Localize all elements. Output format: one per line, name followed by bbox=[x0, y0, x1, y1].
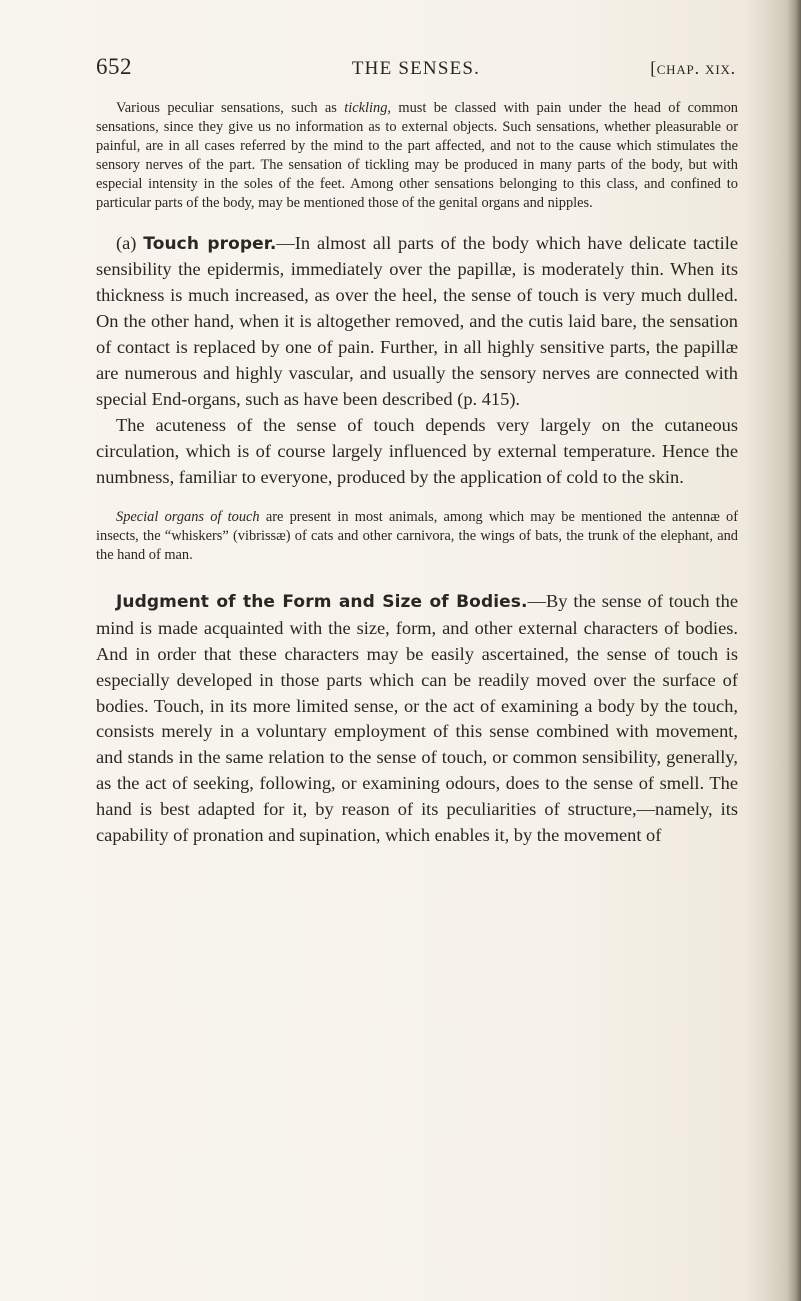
paragraph-touch-proper bbox=[96, 231, 738, 413]
running-header bbox=[96, 54, 736, 84]
running-title: THE SENSES. bbox=[351, 58, 481, 79]
paragraph-tickling bbox=[96, 99, 738, 214]
paragraph-special-organs bbox=[96, 508, 738, 565]
paragraph-judgment bbox=[96, 589, 738, 849]
paragraph-text: —By the sense of touch the mind is made acquainted with the size, form, and other external characters of bodies. And in order that these characters may be easily ascertained, the sense of touch is especially developed in those parts which can be readily moved over the surface of bodies. Touch, in its more limited sense, or the act of examining a body by the touch, consists merely in a voluntary employment of this sense combined with movement, and stands in the same relation to the sense of touch, or common sensibility, generally, as the act of seeking, following, or examining odours, does to the sense of smell. The hand is best adapted for it, by reason of its peculiarities of structure,—namely, its capability of pronation and supination, which enables it, by the movement of bbox=[96, 590, 738, 846]
paragraph-acuteness bbox=[96, 413, 738, 491]
paragraph-text: are present in most animals, among which may be mentioned the antennæ of insects, the “whiskers” (vibrissæ) of cats and other carnivora, the wings of bats, the trunk of the elephant, and the hand of man. bbox=[96, 508, 738, 563]
chapter-label: chap. xix. bbox=[656, 58, 736, 78]
italic-term: tickling, bbox=[344, 100, 392, 116]
italic-term: Special organs of touch bbox=[116, 508, 260, 525]
section-heading: Touch proper. bbox=[143, 233, 277, 254]
paragraph-text: Various peculiar sensations, such as bbox=[116, 100, 345, 116]
page-binding-shadow bbox=[787, 0, 801, 1301]
page-number: 652 bbox=[96, 54, 132, 79]
paragraph-text: —In almost all parts of the body which have delicate tactile sensibility the epidermis, immediately over the papillæ, is moderately thin. When its thickness is much increased, as over the heel, the sense of touch is very much dulled. On the other hand, when it is altogether removed, and the cutis laid bare, the sensation of contact is replaced by one of pain. Further, in all highly sensitive parts, the papillæ are numerous and highly vascular, and usually the sensory nerves are connected with special End-organs, such as have been described (p. 415). bbox=[96, 232, 739, 409]
chapter-reference bbox=[650, 58, 736, 79]
paragraph-text: The acuteness of the sense of touch depends very largely on the cutaneous circulation, which is of course largely influenced by external temperature. Hence the numbness, familiar to everyone, produced by the application of cold to the skin. bbox=[96, 414, 738, 487]
section-heading: Judgment of the Form and Size of Bodies. bbox=[116, 591, 528, 612]
paragraph-text: must be classed with pain under the head of common sensations, since they give us no information as to external objects. Such sensations, whether pleasurable or painful, are in all cases referred by the mind to the part affected, and not to the cause which stimulates the sensory nerves of the part. The sensation of tickling may be produced in many parts of the body, but with especial intensity in the soles of the feet. Among other sensations belonging to this class, and confined to particular parts of the body, may be mentioned those of the genital organs and nipples. bbox=[96, 100, 738, 212]
page-body bbox=[96, 99, 738, 849]
section-marker: (a) bbox=[116, 232, 144, 253]
chapter-bracket: [ bbox=[650, 58, 657, 78]
